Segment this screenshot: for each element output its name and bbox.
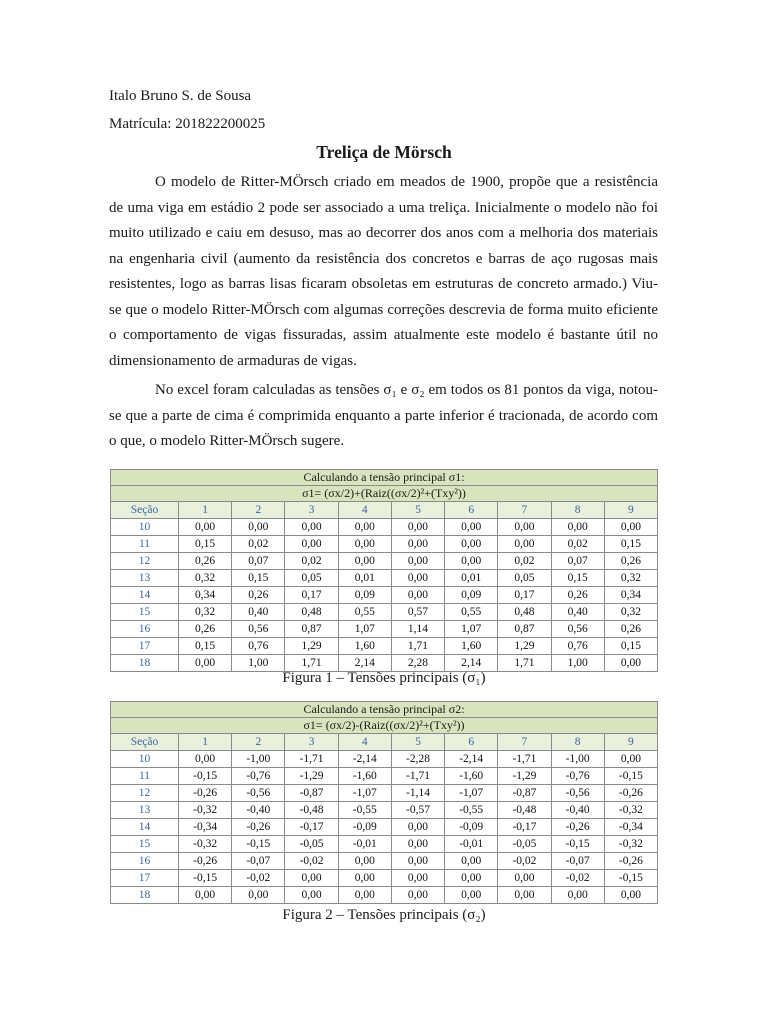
stress-value: -0,05 bbox=[285, 836, 338, 853]
stress-value: -0,02 bbox=[551, 870, 604, 887]
column-header: 6 bbox=[445, 734, 498, 751]
stress-value: 0,26 bbox=[232, 587, 285, 604]
table-row bbox=[111, 836, 658, 853]
stress-value: 0,00 bbox=[391, 553, 444, 570]
stress-value: 0,00 bbox=[179, 519, 232, 536]
column-header: 4 bbox=[338, 734, 391, 751]
stress-value: 0,57 bbox=[391, 604, 444, 621]
stress-value: 1,60 bbox=[338, 638, 391, 655]
column-header: 8 bbox=[551, 734, 604, 751]
document-title: Treliça de Mörsch bbox=[316, 142, 452, 162]
stress-value: -0,32 bbox=[604, 836, 657, 853]
section-number: 11 bbox=[111, 768, 179, 785]
stress-value: -0,26 bbox=[179, 853, 232, 870]
stress-value: 0,55 bbox=[445, 604, 498, 621]
section-number: 16 bbox=[111, 853, 179, 870]
stress-value: -2,14 bbox=[338, 751, 391, 768]
table-row bbox=[111, 819, 658, 836]
stress-value: -0,76 bbox=[232, 768, 285, 785]
section-number: 14 bbox=[111, 587, 179, 604]
stress-value: 0,55 bbox=[338, 604, 391, 621]
stress-value: -0,26 bbox=[604, 853, 657, 870]
stress-value: 0,00 bbox=[604, 887, 657, 904]
stress-value: 1,71 bbox=[391, 638, 444, 655]
table-row bbox=[111, 768, 658, 785]
stress-value: 0,32 bbox=[604, 570, 657, 587]
stress-value: -1,60 bbox=[445, 768, 498, 785]
stress-value: -0,34 bbox=[179, 819, 232, 836]
stress-value: 0,48 bbox=[498, 604, 551, 621]
stress-value: 0,15 bbox=[604, 536, 657, 553]
stress-value: -0,56 bbox=[232, 785, 285, 802]
table-row bbox=[111, 570, 658, 587]
stress-value: 0,00 bbox=[498, 519, 551, 536]
section-number: 15 bbox=[111, 604, 179, 621]
column-header: 1 bbox=[179, 734, 232, 751]
stress-value: 0,87 bbox=[285, 621, 338, 638]
stress-value: 0,00 bbox=[604, 751, 657, 768]
stress-value: 0,17 bbox=[498, 587, 551, 604]
column-header: 3 bbox=[285, 734, 338, 751]
section-number: 12 bbox=[111, 553, 179, 570]
stress-value: 0,00 bbox=[391, 536, 444, 553]
stress-value: 0,48 bbox=[285, 604, 338, 621]
stress-value: 0,02 bbox=[285, 553, 338, 570]
stress-value: -0,87 bbox=[285, 785, 338, 802]
stress-value: 0,00 bbox=[391, 887, 444, 904]
stress-value: 0,00 bbox=[498, 887, 551, 904]
stress-value: 0,26 bbox=[604, 621, 657, 638]
stress-value: 0,00 bbox=[338, 519, 391, 536]
table-row bbox=[111, 536, 658, 553]
stress-value: 1,29 bbox=[498, 638, 551, 655]
stress-value: -1,71 bbox=[391, 768, 444, 785]
table-row bbox=[111, 785, 658, 802]
stress-value: 0,00 bbox=[391, 836, 444, 853]
stress-value: 0,56 bbox=[232, 621, 285, 638]
stress-value: 0,00 bbox=[391, 570, 444, 587]
stress-value: -0,15 bbox=[179, 870, 232, 887]
table-heading: Calculando a tensão principal σ2: bbox=[111, 702, 658, 718]
figure1-caption: Figura 1 – Tensões principais (σ₁) bbox=[282, 670, 486, 686]
stress-value: 0,26 bbox=[604, 553, 657, 570]
stress-value: 0,32 bbox=[604, 604, 657, 621]
stress-value: 0,15 bbox=[179, 638, 232, 655]
stress-value: -0,55 bbox=[338, 802, 391, 819]
stress-value: 0,26 bbox=[551, 587, 604, 604]
stress-value: 0,00 bbox=[391, 519, 444, 536]
stress-value: -0,48 bbox=[498, 802, 551, 819]
calculation-paragraph-text: No excel foram calculadas as tensões σ₁ e σ₂ em todos os 81 pontos da viga, notou-se que a parte de cima é comprimida enquanto a parte inferior é tracionada, de acordo com o que, o modelo Ritter-MÖrsch sugere. bbox=[109, 382, 658, 449]
section-number: 10 bbox=[111, 751, 179, 768]
stress-value: 0,17 bbox=[285, 587, 338, 604]
stress-value: -0,15 bbox=[179, 768, 232, 785]
stress-value: -0,40 bbox=[232, 802, 285, 819]
stress-value: 0,09 bbox=[338, 587, 391, 604]
stress-value: -1,71 bbox=[285, 751, 338, 768]
stress-value: -0,17 bbox=[285, 819, 338, 836]
stress-value: 0,26 bbox=[179, 553, 232, 570]
stress-value: 0,26 bbox=[179, 621, 232, 638]
section-column-header: Seção bbox=[111, 734, 179, 751]
stress-value: 0,15 bbox=[604, 638, 657, 655]
stress-value: -0,32 bbox=[179, 802, 232, 819]
stress-value: -0,87 bbox=[498, 785, 551, 802]
stress-value: 1,60 bbox=[445, 638, 498, 655]
column-header: 6 bbox=[445, 502, 498, 519]
section-number: 16 bbox=[111, 621, 179, 638]
author-name: Italo Bruno S. de Sousa bbox=[109, 88, 252, 104]
column-header: 3 bbox=[285, 502, 338, 519]
stress-value: 0,00 bbox=[445, 536, 498, 553]
stress-value: -0,02 bbox=[285, 853, 338, 870]
column-header: 5 bbox=[391, 502, 444, 519]
stress-value: 0,02 bbox=[498, 553, 551, 570]
column-header: 1 bbox=[179, 502, 232, 519]
stress-value: -0,56 bbox=[551, 785, 604, 802]
stress-value: 0,00 bbox=[445, 553, 498, 570]
stress-value: -0,48 bbox=[285, 802, 338, 819]
column-header-row bbox=[111, 734, 658, 751]
stress-value: -1,60 bbox=[338, 768, 391, 785]
stress-value: 0,00 bbox=[391, 819, 444, 836]
stress-value: -0,17 bbox=[498, 819, 551, 836]
stress-value: -0,15 bbox=[232, 836, 285, 853]
stress-value: 0,00 bbox=[445, 519, 498, 536]
column-header: 9 bbox=[604, 502, 657, 519]
table-row bbox=[111, 519, 658, 536]
stress-value: -1,00 bbox=[551, 751, 604, 768]
stress-value: -0,76 bbox=[551, 768, 604, 785]
stress-value: -0,26 bbox=[232, 819, 285, 836]
stress-value: 0,00 bbox=[551, 887, 604, 904]
stress-value: -0,09 bbox=[338, 819, 391, 836]
stress-value: 0,00 bbox=[232, 519, 285, 536]
section-number: 17 bbox=[111, 638, 179, 655]
stress-value: 1,71 bbox=[285, 655, 338, 672]
column-header: 7 bbox=[498, 502, 551, 519]
stress-value: 0,05 bbox=[285, 570, 338, 587]
stress-value: -2,14 bbox=[445, 751, 498, 768]
stress-value: 1,29 bbox=[285, 638, 338, 655]
stress-value: 0,00 bbox=[445, 870, 498, 887]
stress-value: -0,07 bbox=[232, 853, 285, 870]
stress-value: 0,56 bbox=[551, 621, 604, 638]
stress-value: 0,32 bbox=[179, 570, 232, 587]
stress-value: 0,02 bbox=[232, 536, 285, 553]
stress-value: 0,00 bbox=[391, 870, 444, 887]
stress-value: 0,00 bbox=[285, 519, 338, 536]
registration-number: Matrícula: 201822200025 bbox=[109, 116, 266, 132]
stress-value: 0,00 bbox=[445, 853, 498, 870]
section-number: 13 bbox=[111, 802, 179, 819]
stress-value: 0,15 bbox=[232, 570, 285, 587]
stress-value: 0,00 bbox=[445, 887, 498, 904]
table-row bbox=[111, 638, 658, 655]
stress-value: 1,71 bbox=[498, 655, 551, 672]
stress-value: 0,00 bbox=[338, 853, 391, 870]
stress-value: 0,00 bbox=[179, 751, 232, 768]
stress-value: 0,00 bbox=[179, 655, 232, 672]
stress-value: 0,07 bbox=[232, 553, 285, 570]
stress-value: -0,15 bbox=[604, 768, 657, 785]
stress-value: 0,00 bbox=[604, 519, 657, 536]
stress-value: -1,07 bbox=[445, 785, 498, 802]
table-formula: σ1= (σx/2)-(Raiz((σx/2)²+(Txy²)) bbox=[111, 718, 658, 734]
stress-value: -1,71 bbox=[498, 751, 551, 768]
column-header-row bbox=[111, 502, 658, 519]
stress-value: 2,14 bbox=[445, 655, 498, 672]
section-number: 13 bbox=[111, 570, 179, 587]
stress-value: 0,00 bbox=[338, 870, 391, 887]
stress-value: 0,32 bbox=[179, 604, 232, 621]
stress-value: -1,29 bbox=[498, 768, 551, 785]
stress-value: 0,00 bbox=[551, 519, 604, 536]
stress-value: 0,76 bbox=[232, 638, 285, 655]
section-number: 18 bbox=[111, 887, 179, 904]
intro-paragraph bbox=[109, 170, 658, 374]
section-number: 17 bbox=[111, 870, 179, 887]
stress-value: 0,00 bbox=[338, 536, 391, 553]
stress-value: -0,07 bbox=[551, 853, 604, 870]
intro-paragraph-text: O modelo de Ritter-MÖrsch criado em meados de 1900, propõe que a resistência de uma viga em estádio 2 pode ser associado a uma treliça. Inicialmente o modelo não foi muito utilizado e caiu em desuso, mas ao decorrer dos anos com a melhoria dos materiais na engenharia civil (aumento da resistência dos concretos e barras de aço rugosas mais resistentes, logo as barras lisas ficaram obsoletas em estruturas de concreto armado.) Viu-se que o modelo Ritter-MÖrsch com algumas correções descrevia de forma muito eficiente o comportamento de vigas fissuradas, assim atualmente este modelo é bastante útil no dimensionamento de armaduras de vigas. bbox=[109, 174, 658, 369]
stress-value: 0,01 bbox=[445, 570, 498, 587]
section-number: 14 bbox=[111, 819, 179, 836]
calculation-paragraph bbox=[109, 378, 658, 455]
sigma2-table bbox=[110, 701, 658, 904]
table-row bbox=[111, 621, 658, 638]
section-column-header: Seção bbox=[111, 502, 179, 519]
stress-value: 1,00 bbox=[551, 655, 604, 672]
stress-value: -2,28 bbox=[391, 751, 444, 768]
stress-value: 0,40 bbox=[551, 604, 604, 621]
stress-value: -0,15 bbox=[551, 836, 604, 853]
stress-value: 1,00 bbox=[232, 655, 285, 672]
stress-value: -0,01 bbox=[338, 836, 391, 853]
column-header: 5 bbox=[391, 734, 444, 751]
stress-value: 0,00 bbox=[338, 553, 391, 570]
stress-value: 1,14 bbox=[391, 621, 444, 638]
section-number: 18 bbox=[111, 655, 179, 672]
stress-value: 0,01 bbox=[338, 570, 391, 587]
column-header: 9 bbox=[604, 734, 657, 751]
stress-value: -0,02 bbox=[498, 853, 551, 870]
stress-value: 0,07 bbox=[551, 553, 604, 570]
stress-value: -0,32 bbox=[604, 802, 657, 819]
stress-value: -1,29 bbox=[285, 768, 338, 785]
stress-value: -0,26 bbox=[551, 819, 604, 836]
column-header: 2 bbox=[232, 502, 285, 519]
stress-value: -1,14 bbox=[391, 785, 444, 802]
stress-value: 0,40 bbox=[232, 604, 285, 621]
stress-value: 0,00 bbox=[285, 536, 338, 553]
stress-value: -0,40 bbox=[551, 802, 604, 819]
figure2-caption: Figura 2 – Tensões principais (σ₂) bbox=[282, 907, 486, 923]
column-header: 4 bbox=[338, 502, 391, 519]
stress-value: -0,02 bbox=[232, 870, 285, 887]
stress-value: -0,01 bbox=[445, 836, 498, 853]
stress-value: 0,00 bbox=[604, 655, 657, 672]
stress-value: -0,32 bbox=[179, 836, 232, 853]
stress-value: -1,07 bbox=[338, 785, 391, 802]
column-header: 2 bbox=[232, 734, 285, 751]
table-heading: Calculando a tensão principal σ1: bbox=[111, 470, 658, 486]
stress-value: 1,07 bbox=[338, 621, 391, 638]
stress-value: -0,15 bbox=[604, 870, 657, 887]
section-number: 10 bbox=[111, 519, 179, 536]
stress-value: 0,76 bbox=[551, 638, 604, 655]
stress-value: -0,55 bbox=[445, 802, 498, 819]
sigma1-table bbox=[110, 469, 658, 672]
table-formula: σ1= (σx/2)+(Raiz((σx/2)²+(Txy²)) bbox=[111, 486, 658, 502]
table-row bbox=[111, 751, 658, 768]
stress-value: -0,09 bbox=[445, 819, 498, 836]
stress-value: 2,28 bbox=[391, 655, 444, 672]
stress-value: 0,34 bbox=[604, 587, 657, 604]
section-number: 12 bbox=[111, 785, 179, 802]
stress-value: 2,14 bbox=[338, 655, 391, 672]
stress-value: 0,00 bbox=[391, 853, 444, 870]
stress-value: 0,02 bbox=[551, 536, 604, 553]
table-row bbox=[111, 887, 658, 904]
stress-value: -0,57 bbox=[391, 802, 444, 819]
stress-value: 0,34 bbox=[179, 587, 232, 604]
table-row bbox=[111, 604, 658, 621]
stress-value: -0,26 bbox=[604, 785, 657, 802]
stress-value: 0,05 bbox=[498, 570, 551, 587]
stress-value: 0,15 bbox=[179, 536, 232, 553]
table-row bbox=[111, 853, 658, 870]
stress-value: -0,26 bbox=[179, 785, 232, 802]
stress-value: 1,07 bbox=[445, 621, 498, 638]
section-number: 15 bbox=[111, 836, 179, 853]
stress-value: 0,00 bbox=[498, 536, 551, 553]
stress-value: -0,34 bbox=[604, 819, 657, 836]
stress-value: 0,00 bbox=[232, 887, 285, 904]
stress-value: 0,15 bbox=[551, 570, 604, 587]
stress-value: 0,00 bbox=[338, 887, 391, 904]
column-header: 7 bbox=[498, 734, 551, 751]
stress-value: -1,00 bbox=[232, 751, 285, 768]
stress-value: 0,00 bbox=[179, 887, 232, 904]
stress-value: 0,00 bbox=[285, 870, 338, 887]
stress-value: 0,00 bbox=[391, 587, 444, 604]
table-row bbox=[111, 802, 658, 819]
stress-value: -0,05 bbox=[498, 836, 551, 853]
stress-value: 0,09 bbox=[445, 587, 498, 604]
stress-value: 0,00 bbox=[285, 887, 338, 904]
section-number: 11 bbox=[111, 536, 179, 553]
stress-value: 0,87 bbox=[498, 621, 551, 638]
column-header: 8 bbox=[551, 502, 604, 519]
table-row bbox=[111, 870, 658, 887]
table-row bbox=[111, 553, 658, 570]
table-row bbox=[111, 587, 658, 604]
stress-value: 0,00 bbox=[498, 870, 551, 887]
